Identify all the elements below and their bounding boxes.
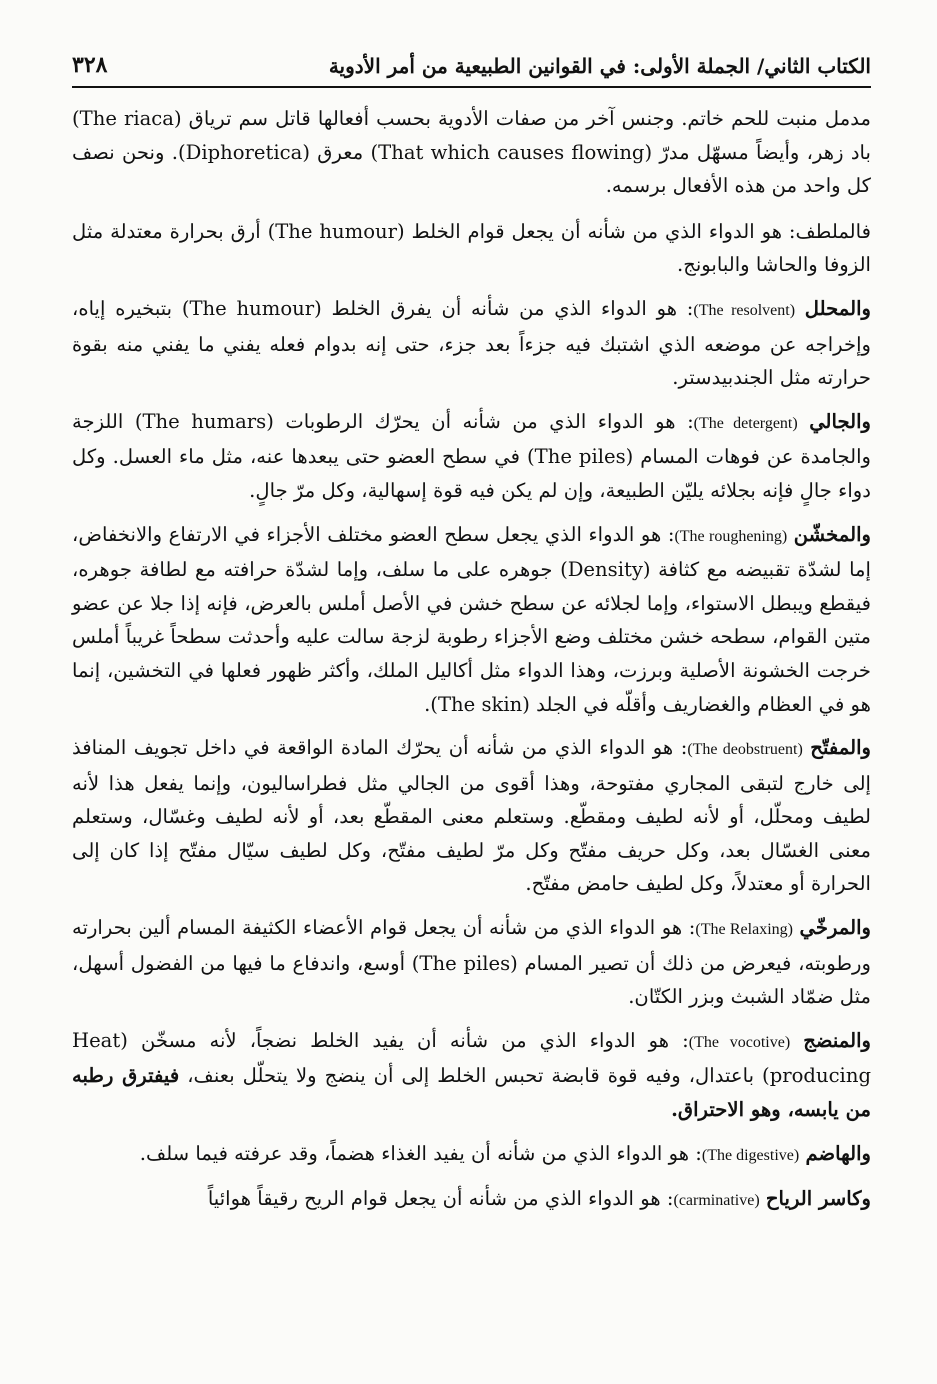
paragraph-text: : هو الدواء الذي من شأنه أن يجعل قوام الريح رقيقاً هوائياً xyxy=(207,1187,674,1211)
paragraph-text: : هو الدواء الذي من شأنه أن يفيد الغذاء هضماً، وقد عرفته فيما سلف. xyxy=(139,1141,702,1165)
paragraph-kasir-riyah xyxy=(72,1182,871,1218)
paragraph-text: : هو الدواء الذي يجعل سطح العضو مختلف الأجزاء في الارتفاع والانخفاض، إما لشدّة تقبيضه مع كثافة (Density) جوهره على ما سلف، وإما لشدّة حرافته مع لطافة جوهره، فيقطع ويبطل الاستواء، وإما لجلائه عن سطح خشن في الأصل أملس بالعرض، فإنه إذا جلا عن عضو متين القوام، سطحه خشن مختلف وضع الأجزاء رطوبة لزجة سالت عليه وأحدثت سطحاً غريباً أملس خرجت الخشونة الأصلية وبرزت، وهذا الدواء مثل أكاليل الملك، وأكثر ظهور فعلها في التخشين، إنما هو في العظام والغضاريف وأقلّه في الجلد (The skin). xyxy=(72,522,871,716)
term-english: (The digestive) xyxy=(701,1146,800,1164)
paragraph-text: : هو الدواء الذي من شأنه أن يفرق الخلط (The humour) بتبخيره إياه، وإخراجه عن موضعه الذي اشتبك فيه جزءاً بعد جزء، حتى إنه بدوام فعله يفني ما يفني منه بقوة حرارته مثل الجندبيدستر. xyxy=(72,296,871,390)
paragraph-muhallil xyxy=(72,292,871,395)
term-english: (The Relaxing) xyxy=(695,921,793,939)
term-english: (The detergent) xyxy=(693,414,798,432)
page-header xyxy=(72,40,871,88)
running-title: الكتاب الثاني/ الجملة الأولى: في القوانين الطبيعية من أمر الأدوية xyxy=(328,54,871,78)
paragraph-mufattih xyxy=(72,731,871,901)
paragraph-mukhashshin xyxy=(72,518,871,722)
paragraph-text: : هو الدواء الذي من شأنه أن يحرّك المادة الواقعة في داخل تجويف المنافذ إلى خارج لتبقى المجاري مفتوحة، وهذا أقوى من الجالي مثل فطراساليون، وإنما يفعل هذا لأنه لطيف ومحلّل، أو لأنه لطيف ومقطّع. وستعلم معنى المقطّع بعد، أو لأنه لطيف وغسّال، وستعلم معنى الغسّال بعد، وكل حريف مفتّح وكل مرّ لطيف مفتّح، وكل لطيف سيّال مفتّح إذا كان إلى الحرارة أو معتدلاً، وكل لطيف حامض مفتّح. xyxy=(72,736,871,896)
term-heading: وكاسر الرياح xyxy=(765,1187,871,1211)
paragraph-hadim xyxy=(72,1137,871,1173)
paragraph-murakhkhi xyxy=(72,911,871,1014)
paragraph-text: : هو الدواء الذي من شأنه أن يفيد الخلط نضجاً، لأنه مسخّن (Heat producing) باعتدال، وفيه قوة قابضة تحبس الخلط إلى أن ينضج ولا يتحلّل بعنف، xyxy=(72,1028,871,1088)
term-english: (The resolvent) xyxy=(693,301,796,319)
page-body xyxy=(72,102,871,1218)
paragraph-mundij xyxy=(72,1024,871,1127)
paragraph-text: : هو الدواء الذي من شأنه أن يحرّك الرطوبات (The humars) اللزجة والجامدة عن فوهات المسام (The piles) في سطح العضو حتى يبعدها عنه، مثل ماء العسل. وكل دواء جالٍ فإنه بجلائه يليّن الطبيعة، وإن لم يكن فيه قوة إسهالية، وكل مرّ جالٍ. xyxy=(72,409,871,502)
paragraph-jali xyxy=(72,405,871,508)
term-heading: والمخشّن xyxy=(793,522,871,546)
term-heading: والجالي xyxy=(809,409,872,433)
term-heading: والمحلل xyxy=(804,296,871,320)
term-english: (The deobstruent) xyxy=(687,741,803,759)
paragraph-continuation xyxy=(72,102,871,203)
term-heading: والمنضج xyxy=(803,1028,872,1052)
term-english: (carminative) xyxy=(673,1192,760,1210)
paragraph-text: مدمل منبت للحم خاتم. وجنس آخر من صفات الأدوية بحسب أفعالها قاتل سم ترياق (The riaca) باد زهر، وأيضاً مسهّل مدرّ (That which causes flowing) معرق (Diphoretica). ونحن نصف كل واحد من هذه الأفعال برسمه. xyxy=(72,107,871,198)
term-heading: والمفتّح xyxy=(810,736,871,760)
term-heading: والهاضم xyxy=(805,1141,871,1165)
paragraph-bold-tail: فيفترق رطبه من يابسه، وهو الاحتراق. xyxy=(72,1064,871,1122)
paragraph-text: فالملطف: هو الدواء الذي من شأنه أن يجعل قوام الخلط (The humour) أرق بحرارة معتدلة مثل الزوفا والحاشا والبابونج. xyxy=(72,219,871,277)
term-english: (The roughening) xyxy=(674,527,788,545)
paragraph-text: : هو الدواء الذي من شأنه أن يجعل قوام الأعضاء الكثيفة المسام ألين بحرارته ورطوبته، فيعرض من ذلك أن تصير المسام (The piles) أوسع، واندفاع ما فيها من الفضول أسهل، مثل ضمّاد الشبث وبزر الكتّان. xyxy=(72,916,871,1009)
term-heading: والمرخّي xyxy=(799,916,871,940)
paragraph-mulattif xyxy=(72,215,871,282)
page-number: ٣٢٨ xyxy=(72,52,108,78)
term-english: (The vocotive) xyxy=(688,1033,791,1051)
